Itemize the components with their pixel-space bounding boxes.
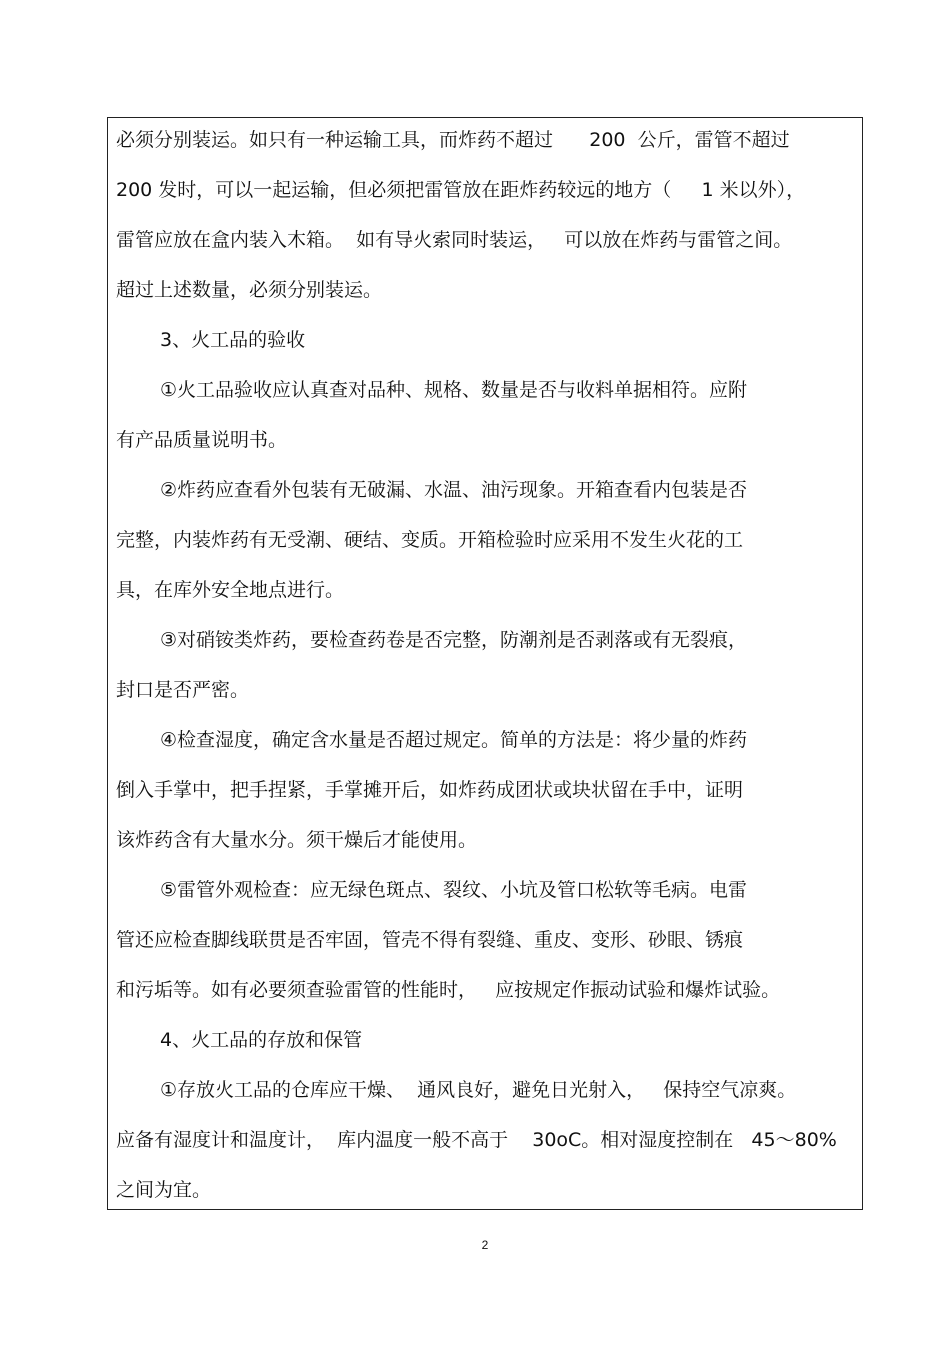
text-line-15: 该炸药含有大量水分。须干燥后才能使用。 [116, 829, 478, 851]
text-line-2: 200 发时，可以一起运输，但必须把雷管放在距炸药较远的地方（ 1 米以外）， [116, 179, 806, 201]
text-line-18: 和污垢等。如有必要须查验雷管的性能时， 应按规定作振动试验和爆炸试验。 [116, 979, 781, 1001]
text-line-7: 有产品质量说明书。 [116, 429, 288, 451]
text-line-13: ④检查湿度，确定含水量是否超过规定。简单的方法是：将少量的炸药 [160, 729, 748, 751]
section-heading-3: 3、火工品的验收 [160, 329, 306, 351]
text-line-14: 倒入手掌中，把手捏紧，手掌摊开后，如炸药成团状或块状留在手中，证明 [116, 779, 744, 801]
text-line-1: 必须分别装运。如只有一种运输工具，而炸药不超过 200 公斤，雷管不超过 [116, 129, 790, 151]
text-line-12: 封口是否严密。 [116, 679, 250, 701]
page-number: 2 [481, 1238, 489, 1252]
text-line-3: 雷管应放在盒内装入木箱。 如有导火索同时装运， 可以放在炸药与雷管之间。 [116, 229, 793, 251]
text-line-22: 之间为宜。 [116, 1179, 212, 1201]
text-line-4: 超过上述数量，必须分别装运。 [116, 279, 383, 301]
text-line-8: ②炸药应查看外包装有无破漏、水温、油污现象。开箱查看内包装是否 [160, 479, 748, 501]
text-line-11: ③对硝铵类炸药，要检查药卷是否完整，防潮剂是否剥落或有无裂痕， [160, 629, 748, 651]
text-line-6: ①火工品验收应认真查对品种、规格、数量是否与收料单据相符。应附 [160, 379, 748, 401]
text-line-21: 应备有湿度计和温度计， 库内温度一般不高于 30oC。相对湿度控制在 45～80% [116, 1129, 837, 1151]
text-line-16: ⑤雷管外观检查：应无绿色斑点、裂纹、小坑及管口松软等毛病。电雷 [160, 879, 748, 901]
text-line-10: 具，在库外安全地点进行。 [116, 579, 345, 601]
section-heading-4: 4、火工品的存放和保管 [160, 1029, 363, 1051]
text-line-9: 完整，内装炸药有无受潮、硬结、变质。开箱检验时应采用不发生火花的工 [116, 529, 744, 551]
text-line-20: ①存放火工品的仓库应干燥、 通风良好，避免日光射入， 保持空气凉爽。 [160, 1079, 797, 1101]
text-line-17: 管还应检查脚线联贯是否牢固，管壳不得有裂缝、重皮、变形、砂眼、锈痕 [116, 929, 744, 951]
